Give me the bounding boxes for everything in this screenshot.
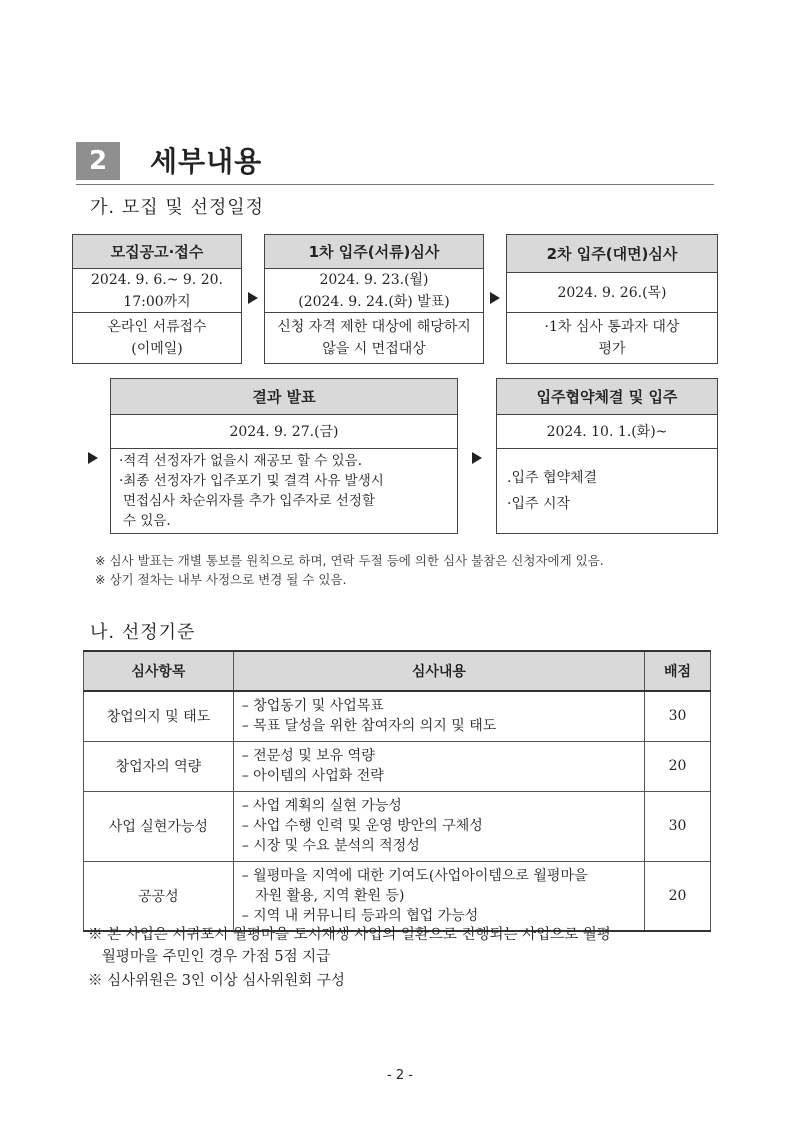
step-date [497,415,717,449]
step-desc-line: (이메일) [131,340,183,357]
content-line: – 사업 수행 인력 및 운영 방안의 구체성 [241,818,483,834]
criteria-contents [233,861,644,931]
content-line: – 시장 및 수요 분석의 적정성 [241,838,420,854]
step-date-line: 17:00까지 [123,293,191,310]
criteria-score: 20 [645,741,711,791]
criteria-footnote: ※ 심사위원은 3인 이상 심사위원회 구성 [88,973,345,989]
table-row [84,741,711,791]
step-date-line: 2024. 9. 27.(금) [229,423,339,440]
column-header: 배점 [645,651,711,691]
step-box-2 [264,234,484,364]
step-title: 1차 입주(서류)심사 [265,235,483,269]
step-box-5 [496,378,718,534]
criteria-contents [233,791,644,861]
criteria-item: 창업의지 및 태도 [84,691,234,741]
arrow-icon [248,292,258,304]
content-line: – 창업동기 및 사업목표 [241,698,384,715]
section-rule [76,184,714,185]
section-number: 2 [76,142,120,180]
step-date-line: 2024. 9. 6.~ 9. 20. [91,271,223,288]
step-desc [73,313,241,362]
criteria-score: 30 [645,791,711,861]
content-line: – 월평마을 지역에 대한 기여도(사업아이템으로 월평마을 [241,867,588,884]
step-box-3 [506,234,718,364]
step-title: 모집공고·접수 [73,235,241,269]
criteria-score: 20 [645,861,711,931]
step-desc-line: 평가 [598,340,626,357]
step-desc [265,313,483,362]
table-header-row [84,651,711,691]
step-desc [111,449,457,532]
step-date-line: 2024. 9. 26.(목) [557,284,667,301]
step-desc-line: 않을 시 면접대상 [322,340,426,357]
page-number: - 2 - [387,1068,413,1083]
arrow-icon [490,292,500,304]
criteria-footnote: 월평마을 주민인 경우 가점 5점 지급 [88,949,331,965]
criteria-contents [233,741,644,791]
step-date-line: 2024. 10. 1.(화)~ [546,423,668,440]
table-row [84,691,711,741]
criteria-score: 30 [645,691,711,741]
arrow-icon [472,452,482,464]
content-line: 자원 활용, 지역 환원 등) [241,887,405,904]
step-date-line: (2024. 9. 24.(화) 발표) [298,293,450,310]
step-title: 2차 입주(대면)심사 [507,235,717,273]
step-desc [507,313,717,362]
step-desc [497,449,717,532]
step-date [507,273,717,313]
step-desc-line: .입주 협약체결 [507,469,598,486]
schedule-heading: 가. 모집 및 선정일정 [90,197,264,218]
section-title: 세부내용 [150,145,263,178]
step-title: 입주협약체결 및 입주 [497,379,717,415]
content-line: – 지역 내 커뮤니티 등과의 협업 가능성 [241,907,479,924]
arrow-icon [88,452,98,464]
table-row [84,861,711,931]
step-desc-line: ·최종 선정자가 입주포기 및 결격 사유 발생시 [119,473,384,489]
criteria-table [83,650,711,932]
column-header: 심사항목 [84,651,234,691]
criteria-item: 사업 실현가능성 [84,791,234,861]
content-line: – 목표 달성을 위한 참여자의 의지 및 태도 [241,718,497,735]
content-line: – 아이템의 사업화 전략 [241,768,384,784]
step-desc-line: ·입주 시작 [507,495,570,512]
content-line: – 사업 계획의 실현 가능성 [241,798,402,814]
step-desc-line: ·적격 선정자가 없을시 재공모 할 수 있음. [119,453,362,469]
column-header: 심사내용 [233,651,644,691]
step-date [111,415,457,449]
schedule-note: ※ 심사 발표는 개별 통보를 원칙으로 하며, 연락 두절 등에 의한 심사 불참은 신청자에게 있음. [95,553,604,568]
step-desc-line: 수 있음. [123,513,171,529]
step-date-line: 2024. 9. 23.(월) [319,271,429,288]
criteria-item: 공공성 [84,861,234,931]
step-box-1 [72,234,242,364]
step-date [73,269,241,313]
step-desc-line: ·1차 심사 통과자 대상 [544,318,680,335]
step-desc-line: 온라인 서류접수 [107,318,207,335]
step-box-4 [110,378,458,534]
schedule-note: ※ 상기 절차는 내부 사정으로 변경 될 수 있음. [95,572,347,587]
step-desc-line: 신청 자격 제한 대상에 해당하지 [277,318,471,335]
step-date [265,269,483,313]
criteria-footnote: ※ 본 사업은 서귀포시 월평마을 도시재생 사업의 일환으로 진행되는 사업으로 월평 [88,927,611,943]
content-line: – 전문성 및 보유 역량 [241,748,375,764]
criteria-heading: 나. 선정기준 [90,622,196,643]
table-row [84,791,711,861]
step-title: 결과 발표 [111,379,457,415]
criteria-contents [233,691,644,741]
step-desc-line: 면접심사 차순위자를 추가 입주자로 선정할 [123,493,375,509]
criteria-item: 창업자의 역량 [84,741,234,791]
